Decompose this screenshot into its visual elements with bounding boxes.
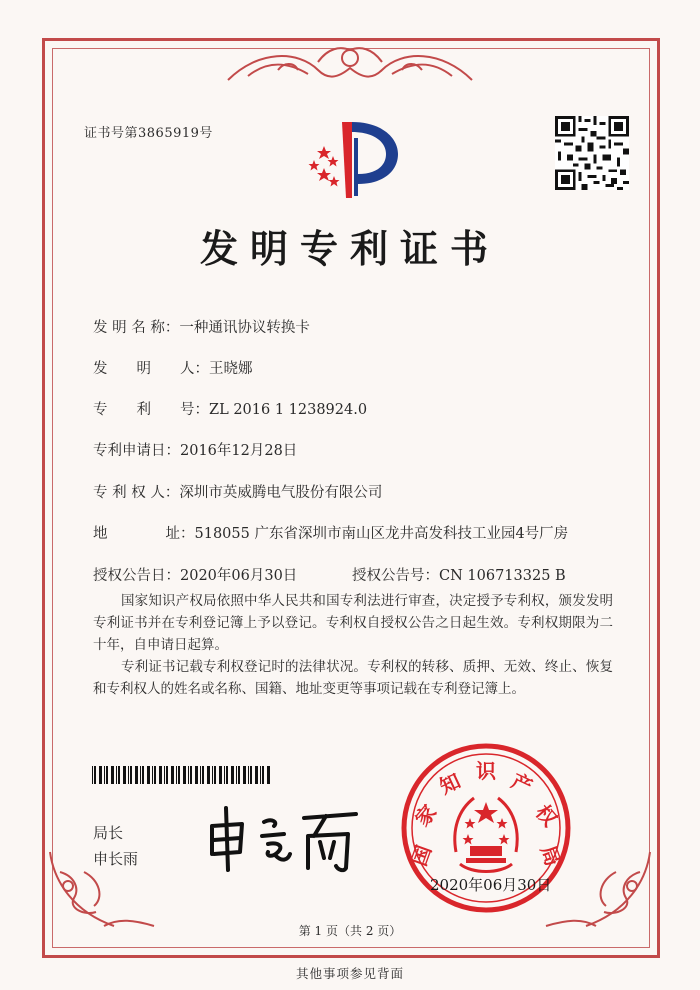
director-signature — [198, 796, 368, 876]
svg-text:局: 局 — [535, 842, 566, 870]
patentee-row — [93, 481, 382, 502]
director-title: 局长 — [93, 824, 124, 842]
svg-text:家: 家 — [410, 800, 442, 831]
invention-name-label: 发 明 名 称： — [93, 320, 180, 336]
barcode-icon — [92, 766, 270, 784]
address-row — [93, 522, 568, 543]
patentee-label: 专 利 权 人： — [93, 485, 180, 501]
cnipa-logo-icon — [302, 112, 402, 202]
svg-text:知: 知 — [435, 768, 465, 799]
patent-number-value: ZL 2016 1 1238924.0 — [209, 402, 368, 418]
certificate-number: 证书号第3865919号 — [84, 126, 213, 141]
invention-name-row — [93, 316, 310, 337]
grant-number-label: 授权公告号： — [352, 568, 439, 584]
inventor-row — [93, 357, 253, 378]
invention-name-value: 一种通讯协议转换卡 — [179, 320, 310, 336]
page-number: 第 1 页（共 2 页） — [298, 924, 402, 938]
filing-date-label: 专利申请日： — [93, 443, 180, 459]
grant-number-value: CN 106713325 B — [439, 568, 566, 584]
inventor-value: 王晓娜 — [209, 361, 253, 377]
svg-text:产: 产 — [507, 768, 537, 799]
svg-text:权: 权 — [530, 800, 562, 831]
grant-date-row — [93, 564, 297, 585]
certificate-title: 发明专利证书 — [199, 226, 500, 271]
svg-text:识: 识 — [476, 759, 496, 783]
grant-date-label: 授权公告日： — [93, 568, 180, 584]
grant-statement-paragraph: 国家知识产权局依照中华人民共和国专利法进行审查，决定授予专利权，颁发发明专利证书并在专利登记簿上予以登记。专利权自授权公告之日起生效。专利权期限为二十年，自申请日起算。 — [93, 593, 613, 653]
filing-date-row — [93, 439, 297, 460]
patentee-value: 深圳市英威腾电气股份有限公司 — [179, 485, 383, 501]
svg-text:国: 国 — [406, 842, 437, 870]
director-name: 申长雨 — [93, 850, 139, 868]
patent-number-label: 专 利 号： — [93, 402, 209, 418]
address-value: 518055 广东省深圳市南山区龙井高发科技工业园4号厂房 — [194, 526, 569, 542]
seal-date: 2020年06月30日 — [430, 876, 552, 894]
qr-code-icon — [555, 116, 629, 190]
patent-number-row — [93, 398, 367, 419]
address-label: 地 址： — [93, 526, 195, 542]
filing-date-value: 2016年12月28日 — [180, 443, 298, 459]
top-ornament — [218, 40, 482, 90]
inventor-label: 发 明 人： — [93, 361, 209, 377]
footer-note: 其他事项参见背面 — [295, 966, 404, 981]
legal-status-paragraph: 专利证书记载专利权登记时的法律状况。专利权的转移、质押、无效、终止、恢复和专利权人的姓名或名称、国籍、地址变更等事项记载在专利登记簿上。 — [93, 659, 613, 697]
grant-number-row — [352, 564, 566, 585]
grant-date-value: 2020年06月30日 — [180, 568, 298, 584]
